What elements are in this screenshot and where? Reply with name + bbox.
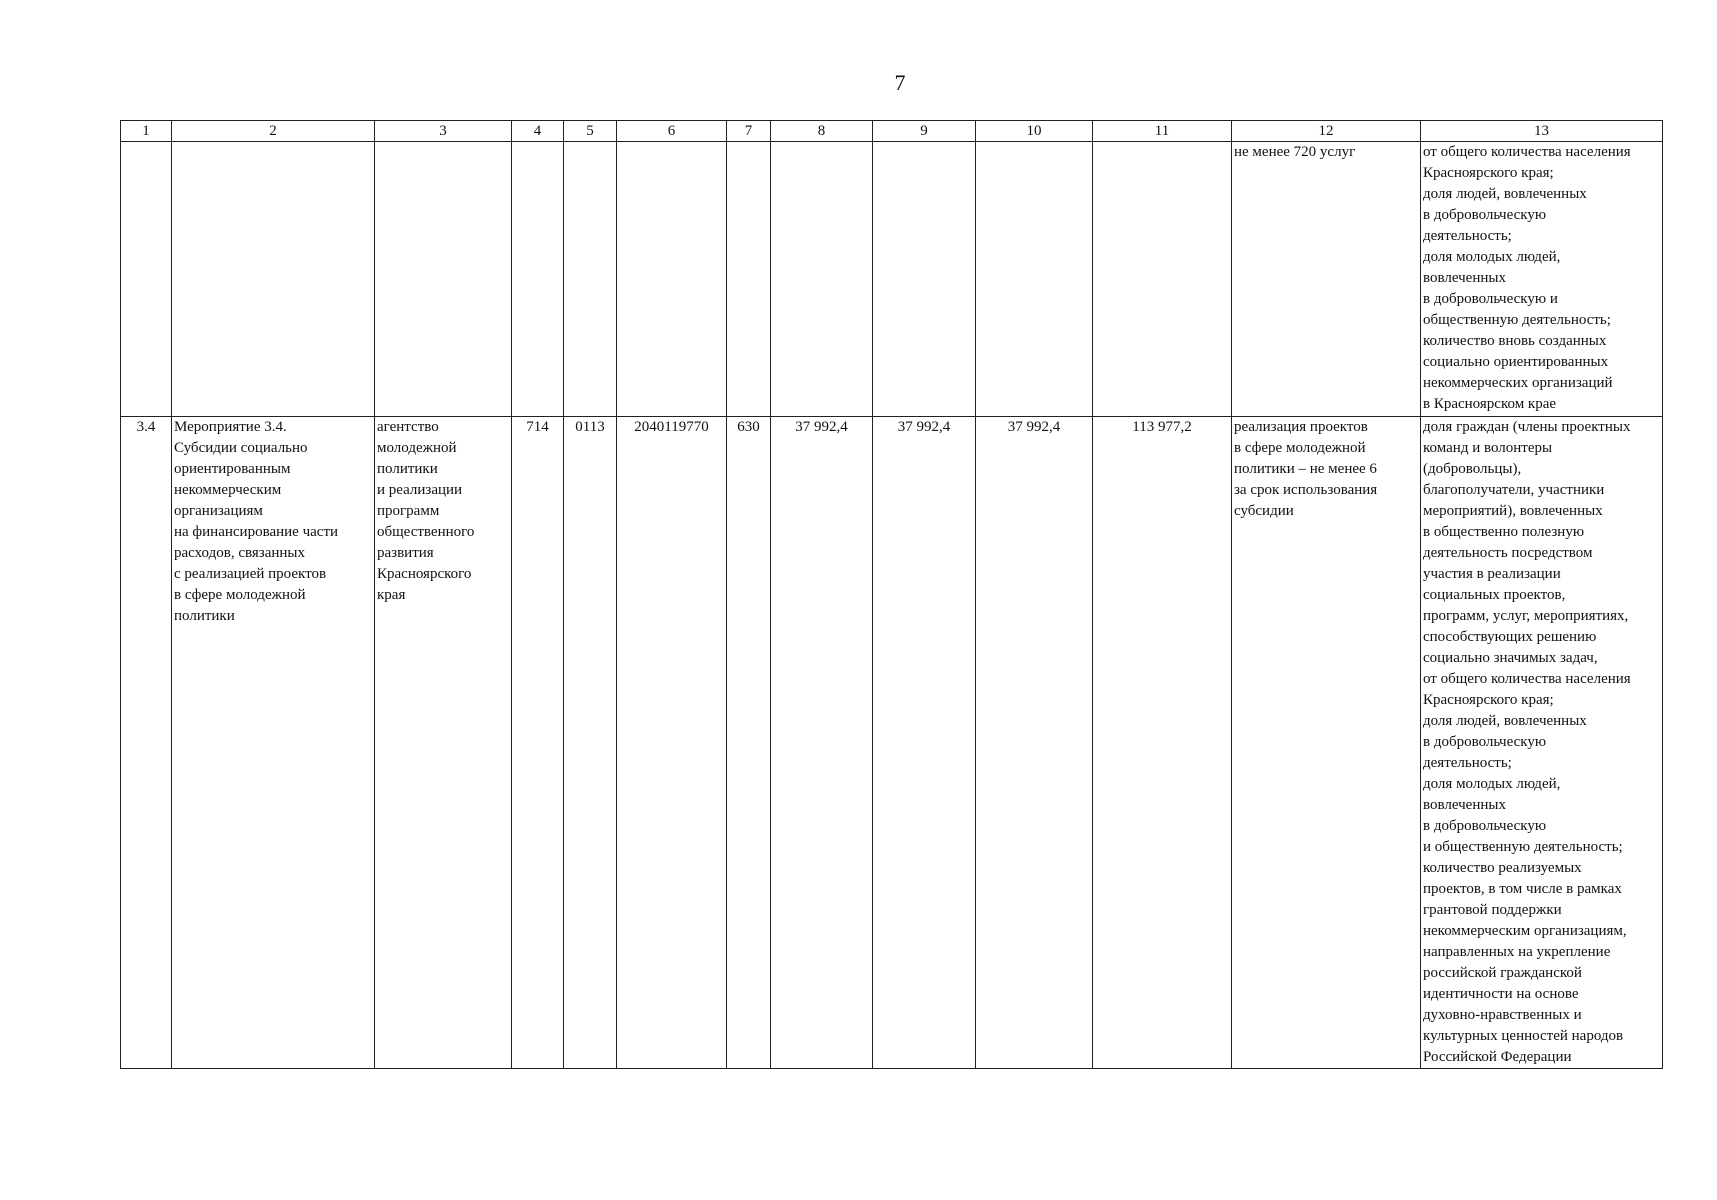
indicators-cell: от общего количества населения Красноярского края; доля людей, вовлеченных в добровольческую деятельность; доля молодых людей, вовлеченных в добровольческую и общественную деятельность; количество вновь созданных социально ориентированных некоммерческих организаций в Красноярском крае [1421, 142, 1663, 417]
grbs-cell: 714 [512, 417, 564, 1069]
header-col-7: 7 [727, 121, 771, 142]
header-col-13: 13 [1421, 121, 1663, 142]
header-col-3: 3 [375, 121, 512, 142]
empty-cell [727, 142, 771, 417]
result-cell: не менее 720 услуг [1232, 142, 1421, 417]
vr-cell: 630 [727, 417, 771, 1069]
page-number: 7 [894, 70, 906, 95]
empty-cell [976, 142, 1093, 417]
header-col-2: 2 [172, 121, 375, 142]
program-table [120, 120, 1663, 1069]
empty-cell [617, 142, 727, 417]
header-col-11: 11 [1093, 121, 1232, 142]
year2-amount-cell: 37 992,4 [873, 417, 976, 1069]
header-row [121, 121, 1663, 142]
header-col-9: 9 [873, 121, 976, 142]
header-col-8: 8 [771, 121, 873, 142]
empty-cell [771, 142, 873, 417]
result-cell: реализация проектов в сфере молодежной политики – не менее 6 за срок использования субсидии [1232, 417, 1421, 1069]
table-row-3-4 [121, 417, 1663, 1069]
empty-cell [172, 142, 375, 417]
header-col-12: 12 [1232, 121, 1421, 142]
empty-cell [121, 142, 172, 417]
header-col-4: 4 [512, 121, 564, 142]
header-col-5: 5 [564, 121, 617, 142]
empty-cell [512, 142, 564, 417]
table-row-continuation [121, 142, 1663, 417]
indicators-cell: доля граждан (члены проектных команд и волонтеры (добровольцы), благополучатели, участники мероприятий), вовлеченных в общественно полезную деятельность посредством участия в реализации социальных проектов, программ, услуг, мероприятиях, способствующих решению социально значимых задач, от общего количества населения Красноярского края; доля людей, вовлеченных в добровольческую деятельность; доля молодых людей, вовлеченных в добровольческую и общественную деятельность; количество реализуемых проектов, в том числе в рамках грантовой поддержки некоммерческим организациям, направленных на укрепление российской гражданской идентичности на основе духовно-нравственных и культурных ценностей народов Российской Федерации [1421, 417, 1663, 1069]
empty-cell [375, 142, 512, 417]
total-amount-cell: 113 977,2 [1093, 417, 1232, 1069]
rzpr-cell: 0113 [564, 417, 617, 1069]
year1-amount-cell: 37 992,4 [771, 417, 873, 1069]
header-col-1: 1 [121, 121, 172, 142]
measure-name-cell: Мероприятие 3.4. Субсидии социально ориентированным некоммерческим организациям на финансирование части расходов, связанных с реализацией проектов в сфере молодежной политики [172, 417, 375, 1069]
empty-cell [873, 142, 976, 417]
executor-cell: агентство молодежной политики и реализации программ общественного развития Красноярского края [375, 417, 512, 1069]
empty-cell [564, 142, 617, 417]
csr-cell: 2040119770 [617, 417, 727, 1069]
header-col-10: 10 [976, 121, 1093, 142]
header-col-6: 6 [617, 121, 727, 142]
empty-cell [1093, 142, 1232, 417]
row-number-cell: 3.4 [121, 417, 172, 1069]
year3-amount-cell: 37 992,4 [976, 417, 1093, 1069]
